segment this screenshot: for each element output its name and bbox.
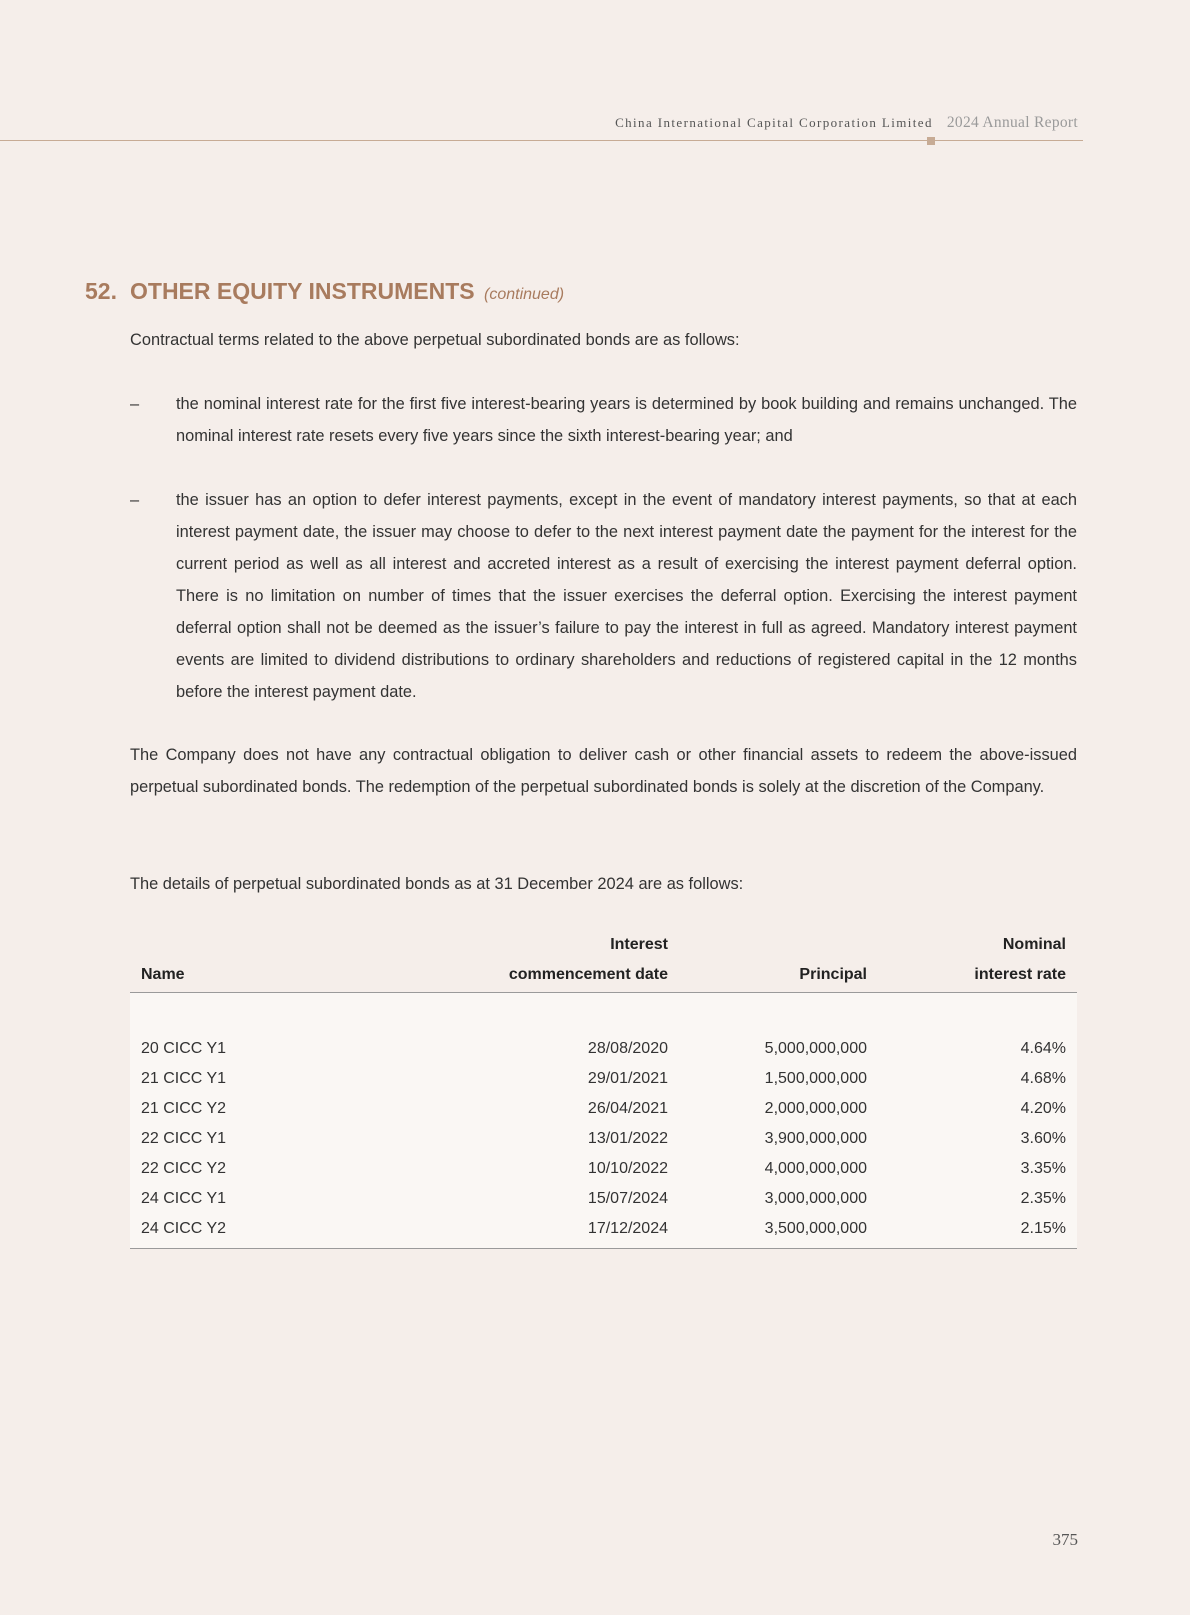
header-rate-line2: interest rate <box>974 966 1066 983</box>
cell-principal: 5,000,000,000 <box>764 1040 867 1057</box>
redemption-paragraph: The Company does not have any contractual obligation to deliver cash or other financial assets to redeem the above-issued perpetual subordinated bonds. The redemption of the perpetual subordinated bonds is solely at the discretion of the Company. <box>130 746 1077 796</box>
table-row <box>130 1154 1077 1184</box>
cell-date: 28/08/2020 <box>587 1040 668 1057</box>
header-rate <box>974 930 1066 990</box>
table-row <box>130 1124 1077 1154</box>
report-title: 2024 Annual Report <box>946 114 1078 131</box>
table-header <box>130 930 1077 993</box>
cell-rate: 4.64% <box>1020 1040 1066 1057</box>
cell-principal: 3,000,000,000 <box>764 1190 867 1207</box>
cell-name: 24 CICC Y1 <box>141 1190 227 1207</box>
cell-date: 29/01/2021 <box>587 1070 668 1087</box>
header-date <box>509 930 668 990</box>
cell-date: 10/10/2022 <box>587 1160 668 1177</box>
cell-principal: 1,500,000,000 <box>764 1070 867 1087</box>
details-paragraph: The details of perpetual subordinated bonds as at 31 December 2024 are as follows: <box>130 875 744 893</box>
section-continued: (continued) <box>484 286 565 303</box>
cell-name: 22 CICC Y2 <box>141 1160 227 1177</box>
cell-rate: 4.20% <box>1020 1100 1066 1117</box>
table-row <box>130 1064 1077 1094</box>
header-rate-line1: Nominal <box>1002 936 1066 953</box>
header-rule <box>0 140 1083 141</box>
section-title <box>85 278 564 305</box>
bullet-item <box>130 388 1077 452</box>
cell-name: 22 CICC Y1 <box>141 1130 227 1147</box>
cell-name: 20 CICC Y1 <box>141 1040 227 1057</box>
cell-date: 26/04/2021 <box>587 1100 668 1117</box>
bullet-dash: – <box>130 395 140 413</box>
cell-rate: 2.35% <box>1020 1190 1066 1207</box>
cell-rate: 3.60% <box>1020 1130 1066 1147</box>
cell-date: 13/01/2022 <box>587 1130 668 1147</box>
bonds-table <box>130 930 1077 1249</box>
cell-principal: 4,000,000,000 <box>764 1160 867 1177</box>
bullet-text: the issuer has an option to defer interest payments, except in the event of mandatory interest payments, so that at each interest payment date, the issuer may choose to defer to the next interest payment date the payment for the interest for the current period as well as all interest and accreted interest as a result of exercising the interest payment deferral option. There is no limitation on number of times that the issuer exercises the deferral option. Exercising the interest payment deferral option shall not be deemed as the issuer’s failure to pay the interest in full as agreed. Mandatory interest payment events are limited to dividend distributions to ordinary shareholders and reductions of registered capital in the 12 months before the interest payment date. <box>176 491 1077 701</box>
page-number: 375 <box>1052 1530 1078 1549</box>
cell-name: 21 CICC Y1 <box>141 1070 227 1087</box>
bullet-item <box>130 484 1077 708</box>
table-row <box>130 1214 1077 1244</box>
cell-name: 21 CICC Y2 <box>141 1100 227 1117</box>
header-date-line2: commencement date <box>508 966 668 983</box>
table-row <box>130 1094 1077 1124</box>
bullet-text: the nominal interest rate for the first five interest-bearing years is determined by book building and remains unchanged. The nominal interest rate resets every five years since the sixth interest-bearing year; and <box>176 395 1077 445</box>
cell-rate: 4.68% <box>1020 1070 1066 1087</box>
table-row <box>130 1184 1077 1214</box>
header-square-marker <box>927 137 935 145</box>
intro-paragraph: Contractual terms related to the above perpetual subordinated bonds are as follows: <box>130 331 740 349</box>
cell-date: 17/12/2024 <box>587 1220 668 1237</box>
section-title-text: OTHER EQUITY INSTRUMENTS <box>130 278 475 304</box>
cell-rate: 3.35% <box>1020 1160 1066 1177</box>
page-header <box>615 114 1078 132</box>
cell-principal: 2,000,000,000 <box>764 1100 867 1117</box>
cell-principal: 3,900,000,000 <box>764 1130 867 1147</box>
cell-principal: 3,500,000,000 <box>764 1220 867 1237</box>
bullet-dash: – <box>130 491 140 509</box>
table-row <box>130 1034 1077 1064</box>
header-date-line1: Interest <box>610 936 668 953</box>
header-principal: Principal <box>799 966 867 983</box>
section-number: 52. <box>85 278 117 304</box>
cell-name: 24 CICC Y2 <box>141 1220 227 1237</box>
table-body <box>130 993 1077 1249</box>
company-name: China International Capital Corporation Limited <box>615 115 933 130</box>
cell-date: 15/07/2024 <box>587 1190 668 1207</box>
header-name: Name <box>141 966 185 983</box>
cell-rate: 2.15% <box>1020 1220 1066 1237</box>
